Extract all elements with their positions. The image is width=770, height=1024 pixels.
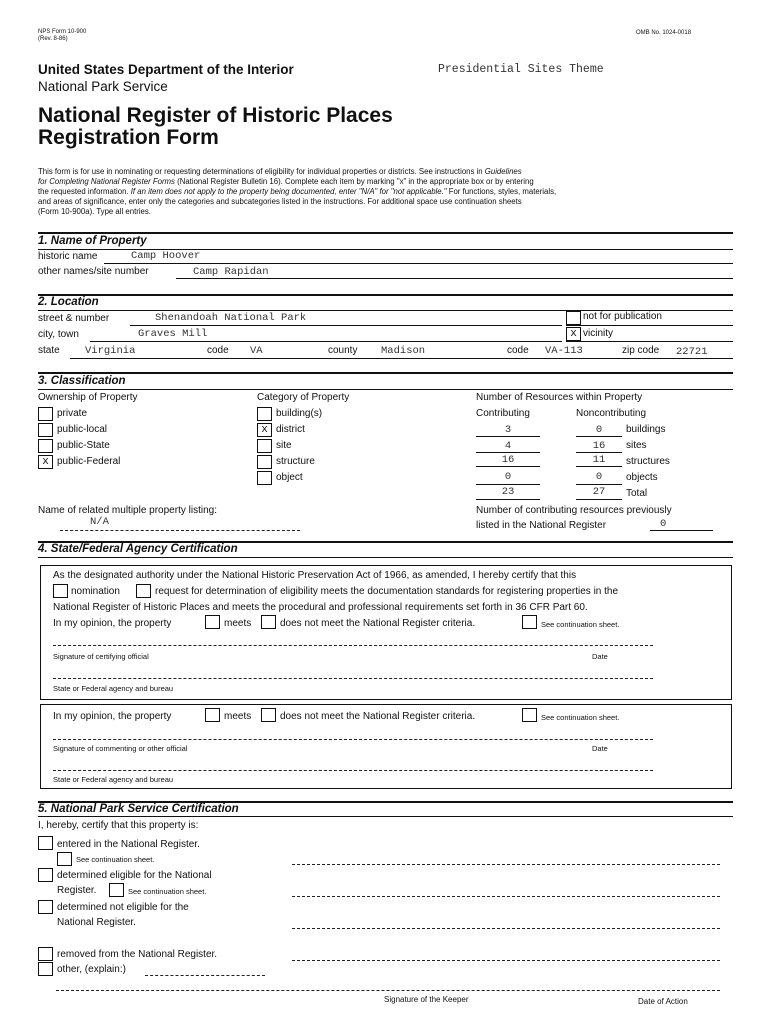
section-3-heading: 3. Classification	[38, 375, 126, 387]
state-code-label: code	[207, 345, 229, 356]
state-label: state	[38, 345, 60, 356]
county-code-value[interactable]: VA-113	[545, 345, 583, 357]
county-value[interactable]: Madison	[381, 345, 426, 357]
meets-checkbox-1[interactable]	[205, 615, 220, 629]
not-for-publication-checkbox[interactable]	[566, 311, 581, 325]
previously-listed-label-2: listed in the National Register	[476, 520, 607, 531]
historic-name-value[interactable]: Camp Hoover	[131, 250, 201, 262]
zip-value[interactable]: 22721	[676, 346, 708, 358]
form-subtitle: Registration Form	[38, 126, 219, 149]
entered-continuation-label: See continuation sheet.	[76, 855, 155, 864]
ownership-public-state-checkbox[interactable]	[38, 439, 53, 453]
previously-listed-label-1: Number of contributing resources previously	[476, 505, 672, 516]
noncontributing-sites[interactable]: 16	[592, 440, 606, 452]
date-of-action-label: Date of Action	[638, 997, 688, 1006]
meets-label-2: meets	[224, 711, 252, 722]
entered-label: entered in the National Register.	[57, 839, 200, 850]
street-label: street & number	[38, 313, 110, 324]
contributing-label: Contributing	[476, 408, 530, 419]
city-value[interactable]: Graves Mill	[138, 328, 208, 340]
ownership-private-checkbox[interactable]	[38, 407, 53, 421]
cert-paragraph-line-2: request for determination of eligibility meets the documentation standards for registering properties in the	[155, 586, 619, 597]
cert-paragraph-line-1: As the designated authority under the National Historic Preservation Act of 1966, as amended, I hereby certify that this	[53, 570, 577, 581]
street-value[interactable]: Shenandoah National Park	[155, 312, 307, 324]
keeper-signature-label: Signature of the Keeper	[384, 995, 469, 1004]
noncontributing-objects[interactable]: 0	[595, 471, 603, 483]
form-title: National Register of Historic Places	[38, 104, 393, 127]
continuation-checkbox-2[interactable]	[522, 708, 537, 722]
commenting-signature-label: Signature of commenting or other official	[53, 744, 188, 753]
category-site-label: site	[276, 440, 292, 451]
county-label: county	[328, 345, 358, 356]
does-not-meet-checkbox-2[interactable]	[261, 708, 276, 722]
does-not-meet-label-2: does not meet the National Register criteria.	[280, 711, 476, 722]
contributing-structures[interactable]: 16	[501, 454, 515, 466]
other-names-value[interactable]: Camp Rapidan	[193, 266, 269, 278]
noncontributing-label: Noncontributing	[576, 408, 647, 419]
certifying-signature-label: Signature of certifying official	[53, 652, 149, 661]
noncontributing-buildings[interactable]: 0	[595, 424, 603, 436]
historic-name-label: historic name	[38, 251, 98, 262]
category-site-checkbox[interactable]	[257, 439, 272, 453]
commenting-date-label: Date	[592, 744, 608, 753]
category-structure-checkbox[interactable]	[257, 455, 272, 469]
nomination-label: nomination	[71, 586, 120, 597]
vicinity-checkbox[interactable]: x	[566, 327, 581, 341]
nomination-checkbox[interactable]	[53, 584, 68, 598]
category-district-label: district	[276, 424, 305, 435]
category-district-checkbox[interactable]: x	[257, 423, 272, 437]
vicinity-label: vicinity	[583, 328, 614, 339]
determined-not-eligible-label: determined not eligible for the	[57, 902, 189, 913]
other-label: other, (explain:)	[57, 964, 126, 975]
continuation-label-1: See continuation sheet.	[541, 620, 620, 629]
meets-label-1: meets	[224, 618, 252, 629]
nps-cert-intro: I, hereby, certify that this property is:	[38, 820, 199, 831]
total-row-label: Total	[626, 488, 648, 499]
ownership-public-local-label: public-local	[57, 424, 108, 435]
intro-paragraph: This form is for use in nominating or requesting determinations of eligibility for individual properties or districts. See instructions in Guidelines for Completing National Register Forms (National Register Bulletin 16). Complete each item by marking "x" in the appropriate box or by entering the requested information. If an item does not apply to the property being documented, enter "N/A" for "not applicable." For functions, styles, materials, and areas of significance, enter only the categories and subcategories listed in the instructions. For additional space use continuation sheets (Form 10-900a). Type all entries.	[38, 167, 557, 216]
noncontributing-structures[interactable]: 11	[592, 454, 606, 466]
section-4-heading: 4. State/Federal Agency Certification	[38, 543, 238, 555]
omb-number: OMB No. 1024-0018	[636, 30, 692, 36]
objects-row-label: objects	[626, 472, 658, 483]
cert-paragraph-line-3: National Register of Historic Places and meets the procedural and professional requirements set forth in 36 CFR Part 60.	[53, 602, 588, 613]
determined-eligible-label-2: Register.	[57, 885, 97, 896]
ownership-public-federal-checkbox[interactable]: x	[38, 455, 53, 469]
eligible-continuation-checkbox[interactable]	[109, 883, 124, 897]
does-not-meet-label-1: does not meet the National Register criteria.	[280, 618, 476, 629]
form-number: NPS Form 10-900	[38, 29, 87, 35]
category-buildings-label: building(s)	[276, 408, 323, 419]
related-listing-label: Name of related multiple property listing:	[38, 505, 217, 516]
category-label: Category of Property	[257, 392, 350, 403]
ownership-label: Ownership of Property	[38, 392, 138, 403]
category-object-checkbox[interactable]	[257, 471, 272, 485]
category-object-label: object	[276, 472, 303, 483]
category-buildings-checkbox[interactable]	[257, 407, 272, 421]
noncontributing-total[interactable]: 27	[592, 486, 606, 498]
category-structure-label: structure	[276, 456, 315, 467]
determined-not-eligible-label-2: National Register.	[57, 917, 136, 928]
county-code-label: code	[507, 345, 529, 356]
service-name: National Park Service	[38, 79, 168, 94]
sites-row-label: sites	[626, 440, 647, 451]
contributing-sites[interactable]: 4	[504, 440, 512, 452]
buildings-row-label: buildings	[626, 424, 666, 435]
does-not-meet-checkbox-1[interactable]	[261, 615, 276, 629]
resources-label: Number of Resources within Property	[476, 392, 643, 403]
ownership-public-local-checkbox[interactable]	[38, 423, 53, 437]
department-name: United States Department of the Interior	[38, 62, 294, 77]
structures-row-label: structures	[626, 456, 670, 467]
opinion-label-2: In my opinion, the property	[53, 711, 172, 722]
removed-checkbox[interactable]	[38, 947, 53, 961]
theme-label: Presidential Sites Theme	[438, 63, 604, 76]
state-code-value[interactable]: VA	[250, 345, 263, 357]
section-1-heading: 1. Name of Property	[38, 235, 147, 247]
section-2-heading: 2. Location	[38, 296, 99, 308]
ownership-public-federal-label: public-Federal	[57, 456, 121, 467]
state-value[interactable]: Virginia	[85, 345, 136, 357]
not-for-publication-label: not for publication	[583, 311, 662, 322]
determined-eligible-label: determined eligible for the National	[57, 870, 212, 881]
request-determination-checkbox[interactable]	[136, 584, 151, 598]
other-names-label: other names/site number	[38, 266, 149, 277]
entered-checkbox[interactable]	[38, 836, 53, 850]
continuation-checkbox-1[interactable]	[522, 615, 537, 629]
city-label: city, town	[38, 329, 79, 340]
ownership-public-state-label: public-State	[57, 440, 110, 451]
continuation-label-2: See continuation sheet.	[541, 713, 620, 722]
certifying-date-label: Date	[592, 652, 608, 661]
meets-checkbox-2[interactable]	[205, 708, 220, 722]
previously-listed-value[interactable]: 0	[660, 518, 667, 530]
opinion-label-1: In my opinion, the property	[53, 618, 172, 629]
zip-label: zip code	[622, 345, 660, 356]
entered-continuation-checkbox[interactable]	[57, 852, 72, 866]
determined-not-eligible-checkbox[interactable]	[38, 900, 53, 914]
section-5-heading: 5. National Park Service Certification	[38, 803, 239, 815]
contributing-buildings[interactable]: 3	[504, 424, 512, 436]
eligible-continuation-label: See continuation sheet.	[128, 887, 207, 896]
ownership-private-label: private	[57, 408, 88, 419]
contributing-total[interactable]: 23	[501, 486, 515, 498]
contributing-objects[interactable]: 0	[504, 471, 512, 483]
certifying-agency-label: State or Federal agency and bureau	[53, 684, 174, 693]
removed-label: removed from the National Register.	[57, 949, 218, 960]
related-listing-value[interactable]: N/A	[90, 516, 109, 528]
form-revision: (Rev. 8-86)	[38, 36, 68, 42]
other-checkbox[interactable]	[38, 962, 53, 976]
determined-eligible-checkbox[interactable]	[38, 868, 53, 882]
commenting-agency-label: State or Federal agency and bureau	[53, 775, 174, 784]
